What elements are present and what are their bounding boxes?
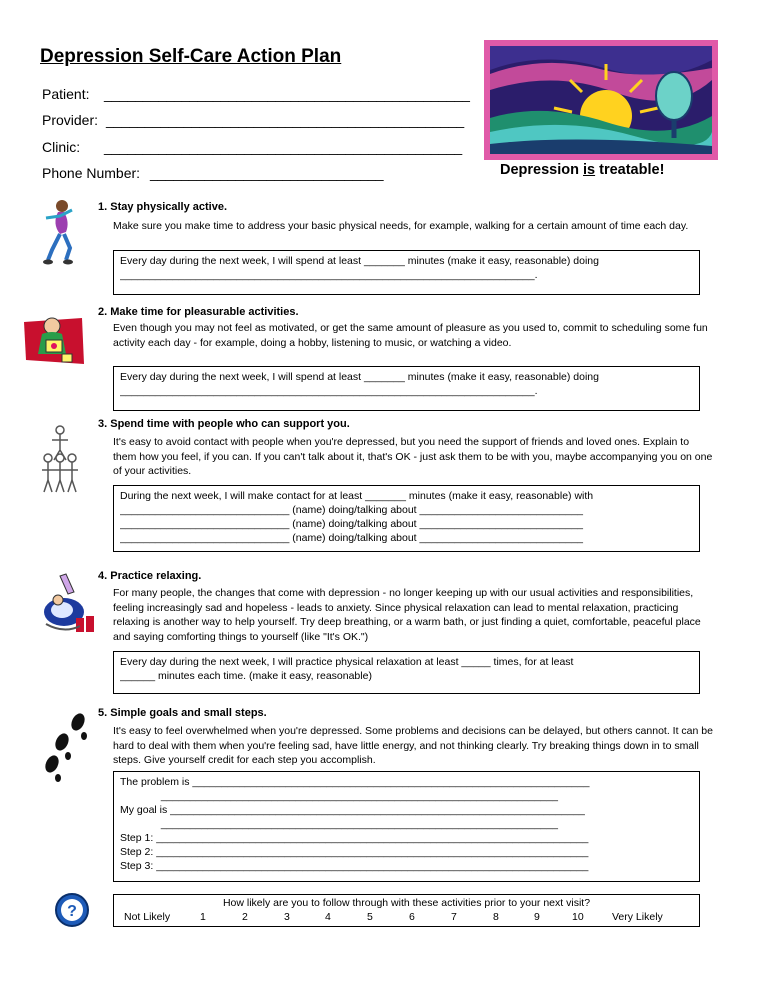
scale-high-label: Very Likely [612, 911, 663, 923]
commitment-line: _______________________________________________________________________. [120, 385, 538, 397]
phone-line: ______________________________ [150, 165, 384, 181]
patient-field[interactable] [42, 86, 470, 102]
scale-option-2[interactable]: 2 [242, 911, 248, 923]
step-3-line: Step 3: __________________________________________________________________________ [120, 860, 589, 872]
footsteps-icon [40, 712, 94, 784]
commitment-line: Every day during the next week, I will spend at least _______ minutes (make it easy, reasonable) doing [120, 255, 599, 267]
scale-option-1[interactable]: 1 [200, 911, 206, 923]
section-3-body: It's easy to avoid contact with people when you're depressed, but you need the support of friends and loved ones. Explain to them how you feel, if you can. If you can't talk about it, that's OK - just ask them to be with you, maybe accompanying you on one of your activities. [113, 436, 713, 477]
section-2-body: Even though you may not feel as motivated, or get the same amount of pleasure as you used to, commit to scheduling some fun activity each day - for example, doing a hobby, listening to music, or watching a video. [113, 322, 708, 349]
section-4-body: For many people, the changes that come with depression - no longer keeping up with our usual activities and responsibilities, feeling increasingly sad and hopeless - leads to anxiety. Since physical relaxation can lead to mental relaxation, practicing relaxing is another way to help yourself. Try deep breathing, or a warm bath, or just finding a quiet, comfortable, peaceful place and saying comforting things to yourself (like "It's OK.") [113, 587, 701, 643]
step-2-line: Step 2: __________________________________________________________________________ [120, 846, 589, 858]
people-group-icon [38, 424, 82, 496]
commitment-line: _____________________________ (name) doing/talking about ____________________________ [120, 504, 584, 516]
problem-line-continued: ____________________________________________________________________ [120, 790, 558, 802]
sunrise-landscape-illustration [484, 40, 718, 160]
commitment-line: Every day during the next week, I will spend at least _______ minutes (make it easy, reasonable) doing [120, 371, 599, 383]
section-5-goals-box[interactable] [113, 771, 700, 882]
patient-line: _______________________________________________ [104, 86, 470, 102]
scale-option-9[interactable]: 9 [534, 911, 540, 923]
walking-figure-icon [40, 198, 80, 268]
scale-option-7[interactable]: 7 [451, 911, 457, 923]
section-1-body: Make sure you make time to address your basic physical needs, for example, walking for a certain amount of time each day. [113, 220, 689, 232]
scale-option-6[interactable]: 6 [409, 911, 415, 923]
goal-line-continued: ____________________________________________________________________ [120, 818, 558, 830]
scale-option-3[interactable]: 3 [284, 911, 290, 923]
tagline [500, 162, 664, 178]
page-title: Depression Self-Care Action Plan [40, 46, 342, 67]
phone-field[interactable] [42, 165, 384, 181]
section-1-commitment-box[interactable] [113, 250, 700, 295]
provider-line: ______________________________________________ [106, 112, 465, 128]
clinic-line: ______________________________________________ [104, 139, 463, 155]
phone-label: Phone Number: [42, 165, 141, 181]
scale-option-5[interactable]: 5 [367, 911, 373, 923]
commitment-line: Every day during the next week, I will practice physical relaxation at least _____ times, for at least [120, 656, 574, 668]
scale-option-8[interactable]: 8 [493, 911, 499, 923]
scale-low-label: Not Likely [124, 911, 171, 923]
provider-field[interactable] [42, 112, 465, 128]
section-1-heading: 1. Stay physically active. [98, 201, 228, 213]
section-3-commitment-box[interactable] [113, 485, 700, 552]
scale-option-4[interactable]: 4 [325, 911, 331, 923]
patient-label: Patient: [42, 86, 90, 102]
tagline-before: Depression [500, 162, 583, 178]
commitment-line: _____________________________ (name) doing/talking about ____________________________ [120, 532, 584, 544]
provider-label: Provider: [42, 112, 99, 128]
relaxing-figure-icon [40, 572, 100, 638]
likelihood-question: How likely are you to follow through with these activities prior to your next visit? [222, 897, 591, 909]
tagline-emphasis: is [583, 162, 596, 178]
commitment-line: During the next week, I will make contact for at least _______ minutes (make it easy, reasonable) with [120, 490, 594, 502]
commitment-line: ______ minutes each time. (make it easy, reasonable) [120, 670, 372, 682]
section-3-heading: 3. Spend time with people who can support you. [98, 418, 350, 430]
tagline-after: treatable! [595, 162, 665, 178]
section-2-commitment-box[interactable] [113, 366, 700, 411]
step-1-line: Step 1: __________________________________________________________________________ [120, 832, 589, 844]
goal-line: My goal is _______________________________________________________________________ [120, 804, 585, 816]
section-2-heading: 2. Make time for pleasurable activities. [98, 306, 299, 318]
likelihood-scale [113, 894, 700, 927]
section-4-commitment-box[interactable] [113, 651, 700, 694]
clinic-field[interactable] [42, 139, 463, 155]
section-5-body: It's easy to feel overwhelmed when you're depressed. Some problems and decisions can be delayed, but others cannot. It can be hard to deal with them when you're feeling sad, have little energy, and not thinking clearly. Try breaking things down in to small steps. Give yourself credit for each step you accomplish. [113, 725, 713, 766]
scale-option-10[interactable]: 10 [572, 911, 584, 923]
question-mark-icon [54, 892, 90, 928]
person-reading-icon [22, 310, 86, 368]
section-5-heading: 5. Simple goals and small steps. [98, 707, 267, 719]
commitment-line: _______________________________________________________________________. [120, 269, 538, 281]
commitment-line: _____________________________ (name) doing/talking about ____________________________ [120, 518, 584, 530]
problem-line: The problem is ____________________________________________________________________ [120, 776, 590, 788]
clinic-label: Clinic: [42, 139, 81, 155]
svg-text:?: ? [67, 903, 77, 920]
section-4-heading: 4. Practice relaxing. [98, 570, 202, 582]
